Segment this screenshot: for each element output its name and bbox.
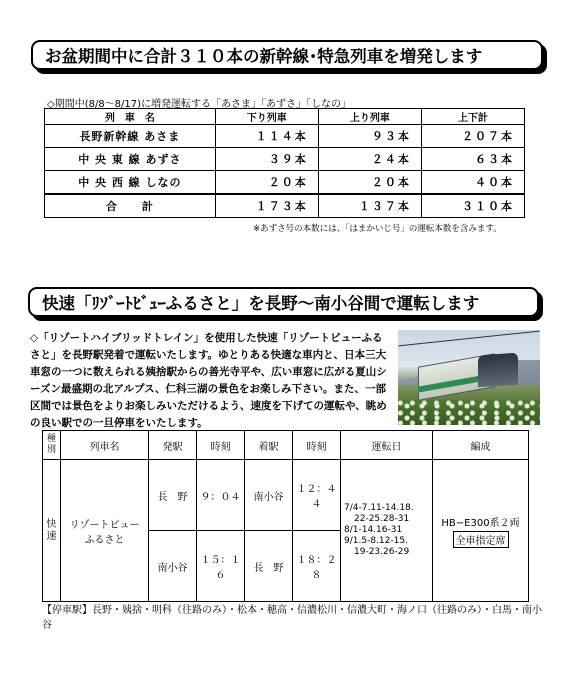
- row-total: ４０本: [421, 171, 524, 195]
- section2-banner: [28, 287, 539, 317]
- trip2-dep: 南小谷: [149, 531, 197, 602]
- operating-days: [341, 460, 433, 602]
- days-line: 19-23.26-29: [354, 547, 410, 557]
- header-train: 列車名: [61, 431, 149, 460]
- section2-description: ◇「リゾートハイブリッドトレイン」を使用した快速「リゾートビューふるさと」を長野駅発着で運転いたします。ゆとりある快適な車内と、日本三大車窓の一つに数えられる姨捨駅からの善光寺平や、広い車窓に広がる夏山シーズン最盛期の北アルプス、仁科三湖の景色をお楽しみ下さい。また、一部区間では景色をよりお楽しみいただけるよう、速度を下げての運転や、眺めの良い駅での一旦停車をいたします。: [30, 332, 387, 429]
- section1-title: お盆期間中に合計３１０本の新幹線･特急列車を増発します: [45, 47, 483, 66]
- trip1-arr: 南小谷: [245, 460, 293, 531]
- header-type: 種別: [43, 431, 61, 460]
- row-name: 中 央 西 線 しなの: [45, 171, 216, 195]
- row-down: ２０本: [215, 171, 318, 195]
- days-line: 9/1.5-8.12-15.: [344, 536, 408, 546]
- header-arr: 着駅: [245, 431, 293, 460]
- extra-trains-table: [44, 108, 525, 218]
- table-header-row: [45, 109, 525, 125]
- days-line: 7/4-7.11-14.18.: [344, 503, 414, 513]
- row-total: ６３本: [421, 148, 524, 171]
- row-up: ２０本: [318, 171, 421, 195]
- table-total-row: [45, 194, 525, 218]
- table-header-row: [43, 431, 529, 460]
- row-name: 中 央 東 線 あずさ: [45, 148, 216, 171]
- trip2-arr: 長 野: [245, 531, 293, 602]
- trip2-dep-time: １５：１６: [197, 531, 245, 602]
- train-photo: [398, 330, 540, 425]
- header-train-name: 列 車 名: [45, 109, 216, 125]
- row-total: ２０７本: [421, 125, 524, 148]
- row-name: 長野新幹線 あさま: [45, 125, 216, 148]
- row-up: ２４本: [318, 148, 421, 171]
- row-up: ９３本: [318, 125, 421, 148]
- header-dep-time: 時刻: [197, 431, 245, 460]
- trip1-dep-time: ９：０４: [197, 460, 245, 531]
- formation: [433, 460, 529, 602]
- table-row: [45, 148, 525, 171]
- header-arr-time: 時刻: [293, 431, 341, 460]
- days-line: 22-25.28-31: [354, 514, 410, 524]
- total-down: １７３本: [215, 194, 318, 218]
- section2-title: 快速「ﾘｿﾞｰﾄﾋﾞｭｰふるさと」を長野〜南小谷間で運転します: [42, 294, 480, 313]
- trip1-arr-time: １２：４４: [293, 460, 341, 531]
- section1-banner: [31, 40, 543, 70]
- table-row: [45, 125, 525, 148]
- header-dep: 発駅: [149, 431, 197, 460]
- row-down: ３９本: [215, 148, 318, 171]
- resort-view-table: [42, 430, 529, 602]
- table-row: [43, 460, 529, 531]
- trip1-dep: 長 野: [149, 460, 197, 531]
- train-type: 快速: [43, 460, 61, 602]
- stopping-stations: 【停車駅】長野・姨捨・明科（往路のみ）・松本・穂高・信濃松川・信濃大町・海ノ口（往路のみ）・白馬・南小谷: [42, 605, 542, 631]
- header-days: 運転日: [341, 431, 433, 460]
- header-up: 上り列車: [318, 109, 421, 125]
- train-name: リゾートビューふるさと: [61, 460, 149, 602]
- reserved-badge: 全車指定席: [453, 531, 509, 548]
- header-total: 上下計: [421, 109, 524, 125]
- total-all: ３１０本: [421, 194, 524, 218]
- section1-note: ◇期間中(8/8〜8/17)に増発運転する「あさま」「あずさ」「しなの」: [47, 99, 352, 110]
- table-row: [45, 171, 525, 195]
- formation-text: HB−E300系２両: [441, 517, 520, 529]
- header-formation: 編成: [433, 431, 529, 460]
- days-line: 8/1-14.16-31: [344, 525, 403, 535]
- total-name: 合 計: [45, 194, 216, 218]
- row-down: １１４本: [215, 125, 318, 148]
- total-up: １３７本: [318, 194, 421, 218]
- trip2-arr-time: １８：２８: [293, 531, 341, 602]
- section1-footnote: ※あずさ号の本数には、「はまかいじ号」の運転本数を含みます。: [253, 224, 502, 234]
- header-down: 下り列車: [215, 109, 318, 125]
